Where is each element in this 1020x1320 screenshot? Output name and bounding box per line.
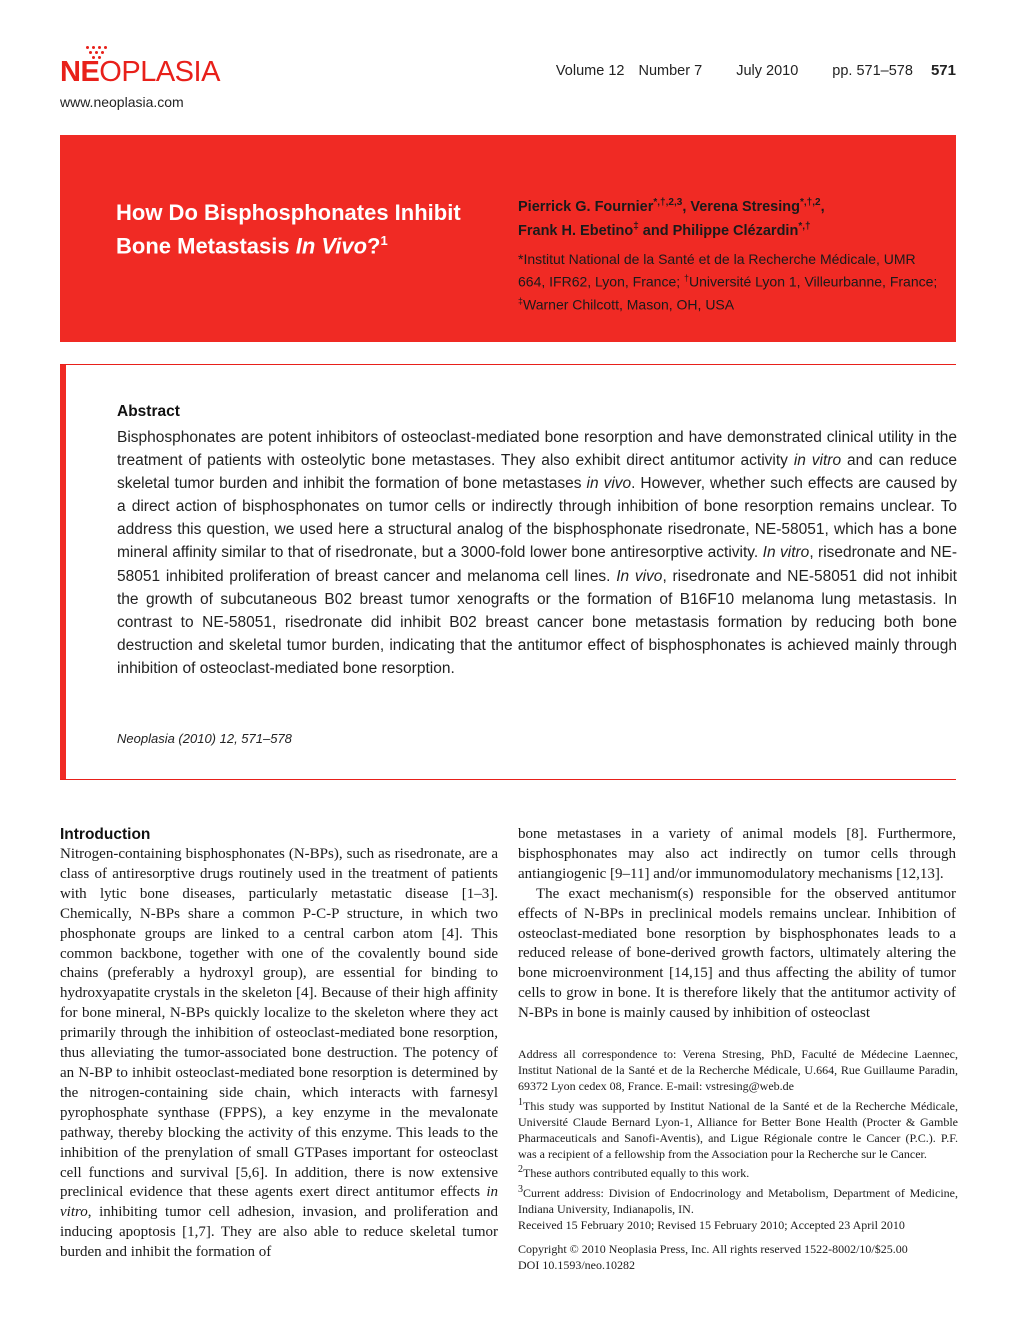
body-paragraph: The exact mechanism(s) responsible for the observed antitumor effects of N-BPs in preclinical models remains unclear. Inhibition of osteoclast-mediated bone resorption by bisphosphonates leads to a reduced release of bone-derived growth factors, ultimately altering the bone microenvironment [14,15] and thus affecting the ability of tumor cells to grow in bone. It is therefore likely that the antitumor activity of N-BPs in bone is mainly caused by inhibition of osteoclast [518, 885, 956, 1022]
page-number: 571 [930, 62, 956, 79]
abstract-italic: in vivo [586, 475, 632, 493]
abstract-accent-bar [60, 365, 66, 779]
affiliation: Institut National de la Santé et de la Recherche Médicale, UMR 664, IFR62, Lyon, France; [518, 251, 916, 290]
footnote-text: These authors contributed equally to this work. [523, 1166, 750, 1181]
abstract-italic: In vitro [762, 544, 810, 562]
journal-logo [60, 44, 220, 110]
footnote-2: $^2$These authors contributed equally to this work. [518, 1164, 750, 1181]
abstract-run: . However, whether such effects are caused by a direct action of bisphosphonates on tumor cells or indirectly through inhibition of bone resorption remains unclear. To address this question, we used here a structural analog of the bisphosphonate risedronate, NE-58051, which has a bone mineral affinity similar to that of risedronate, but a 3000-fold lower bone antiresorptive activity. [117, 475, 957, 562]
abstract-italic: in vitro [793, 452, 842, 470]
author-affil-mark: *,†,2 [799, 197, 821, 208]
abstract-run: , risedronate and NE-58051 inhibited proliferation of breast cancer and melanoma cell lines. [117, 544, 958, 585]
received-dates: Received 15 February 2010; Revised 15 February 2010; Accepted 23 April 2010 [518, 1218, 905, 1233]
footnotes [518, 1046, 958, 1274]
author-list [518, 193, 948, 241]
title-italic: In Vivo [295, 233, 368, 259]
section-heading: Introduction [60, 826, 151, 843]
footnote-1: $^1$This study was supported by Institut National de la Santé et de la Recherche Médicale, Université Claude Bernard Lyon-1, Alliance for Better Bone Health (Procter & Gamble Pharmaceuticals and Sanofi-Aventis), and Ligue Régionale contre le Cancer (P.C.). P.F. was a recipient of a fellowship from the Association pour la Recherche sur le Cancer. [518, 1096, 958, 1162]
volume: Volume 12 [555, 63, 625, 79]
body-column-right [518, 825, 956, 1024]
article-title [116, 199, 486, 260]
body-paragraph: bone metastases in a variety of animal models [8]. Furthermore, bisphosphonates may also act indirectly on tumor cells through antiangiogenic [9–11] and/or immunomodulatory mechanisms [12,13]. [518, 826, 956, 882]
abstract-run: and can reduce skeletal tumor burden and inhibit the formation of bone metastases [117, 452, 958, 493]
affiliations [518, 250, 938, 314]
author-sep: , [820, 198, 825, 215]
author[interactable]: Frank H. Ebetino [518, 222, 634, 239]
abstract-italic: In vivo [616, 567, 663, 585]
abstract-run: Bisphosphonates are potent inhibitors of osteoclast-mediated bone resorption and have demonstrated clinical utility in the treatment of patients with osteolytic bone metastases. They also exhibit direct antitumor activity [117, 429, 957, 470]
affil-mark: † [684, 273, 690, 283]
affiliation: Warner Chilcott, Mason, OH, USA [523, 296, 735, 313]
author-affil-mark: *,†,2,3 [653, 197, 683, 208]
affiliation: Université Lyon 1, Villeurbanne, France; [689, 273, 938, 290]
correspondence-note: Address all correspondence to: Verena Stresing, PhD, Faculté de Médecine Laennec, Institut National de la Santé et de la Recherche Médicale, U.664, Rue Guillaume Paradin, 69372 Lyon cedex 08, France. E-mail: vstresing@web.de [518, 1047, 958, 1094]
issue-info [546, 62, 956, 79]
title-line-2: Bone Metastasis [116, 233, 296, 259]
title-line-1: How Do Bisphosphonates Inhibit [116, 200, 461, 225]
journal-citation: Neoplasia (2010) 12, 571–578 [117, 731, 292, 746]
paragraph-italic: in vitro [60, 1184, 498, 1221]
journal-url[interactable]: www.neoplasia.com [60, 94, 184, 110]
author[interactable]: Verena Stresing [690, 198, 800, 215]
abstract-run: , risedronate and NE-58051 did not inhibit the growth of subcutaneous B02 breast tumor xenografts or the formation of B16F10 melanoma lung metastasis. In contrast to NE-58051, risedronate did inhibit B02 breast cancer bone metastasis formation by reducing both bone destruction and skeletal tumor burden, indicating that the antitumor effect of bisphosphonates is achieved mainly through inhibition of osteoclast-mediated bone resorption. [117, 567, 957, 677]
footnote-text: Current address: Division of Endocrinology and Metabolism, Department of Medicine, Indiana University, Indianapolis, IN. [518, 1185, 958, 1216]
doi[interactable]: DOI 10.1593/neo.10282 [518, 1258, 635, 1273]
paragraph-run: , inhibiting tumor cell adhesion, invasion, and proliferation and inducing apoptosis [1,7]. They are also able to reduce skeletal tumor burden and inhibit the formation of [60, 1204, 498, 1261]
body-paragraph [60, 845, 498, 1263]
issue-date: July 2010 [736, 63, 799, 79]
abstract-heading: Abstract [117, 403, 180, 420]
abstract-text [117, 426, 957, 680]
page-range: pp. 571–578 [832, 63, 913, 79]
footnote-3: $^3$Current address: Division of Endocrinology and Metabolism, Department of Medicine, Indiana University, Indianapolis, IN. [518, 1183, 958, 1216]
affil-mark: ‡ [518, 295, 524, 306]
author-affil-mark: ‡ [633, 220, 639, 232]
copyright: Copyright © 2010 Neoplasia Press, Inc. All rights reserved 1522-8002/10/$25.00 [518, 1242, 908, 1257]
author-sep: and [638, 222, 673, 239]
issue-number: Number 7 [638, 63, 703, 79]
title-end: ? [367, 233, 381, 259]
affil-mark: * [518, 251, 524, 267]
title-banner [60, 135, 956, 342]
author[interactable]: Pierrick G. Fournier [518, 198, 654, 215]
logo-wordmark: NEOPLASIA [60, 56, 220, 88]
abstract-box [60, 364, 956, 780]
body-column-left [60, 825, 498, 1263]
author-sep: , [682, 198, 691, 215]
author-affil-mark: *,† [798, 220, 811, 232]
author[interactable]: Philippe Clézardin [672, 222, 799, 239]
paragraph-run: Nitrogen-containing bisphosphonates (N-BPs), such as risedronate, are a class of antiresorptive drugs routinely used in the treatment of patients with lytic bone diseases, particularly metastatic disease [1–3]. Chemically, N-BPs share a common P-C-P structure, in which two phosphonate groups are linked to a central carbon atom [4]. This common backbone, together with one of the covalently bound side chains (preferably a hydroxyl group), are essential for binding to hydroxyapatite crystals in the skeleton [4]. Because of their high affinity for bone mineral, N-BPs quickly localize to the skeleton where they act primarily through the inhibition of osteoclast-mediated bone resorption, thus alleviating the tumor-associated bone destruction. The potency of an N-BP to inhibit osteoclast-mediated bone resorption is determined by the nitrogen-containing side chain, which interacts with farnesyl pyrophosphate synthase (FPPS), a key enzyme in the mevalonate pathway, thereby blocking the activity of this enzyme. This leads to the inhibition of the prenylation of small GTPases important for osteoclast cell functions and survival [5,6]. In addition, there is now extensive preclinical evidence that these agents exert direct antitumor effects [60, 846, 498, 1201]
footnote-text: This study was supported by Institut National de la Santé et de la Recherche Médicale, Université Claude Bernard Lyon-1, Alliance for Better Bone Health (Procter & Gamble Pharmaceuticals and Sanofi-Aventis), and Ligue Régionale contre le Cancer (P.C.). P.F. was a recipient of a fellowship from the Association pour la Recherche sur le Cancer. [518, 1098, 958, 1162]
title-footnote-mark: 1 [380, 233, 388, 248]
